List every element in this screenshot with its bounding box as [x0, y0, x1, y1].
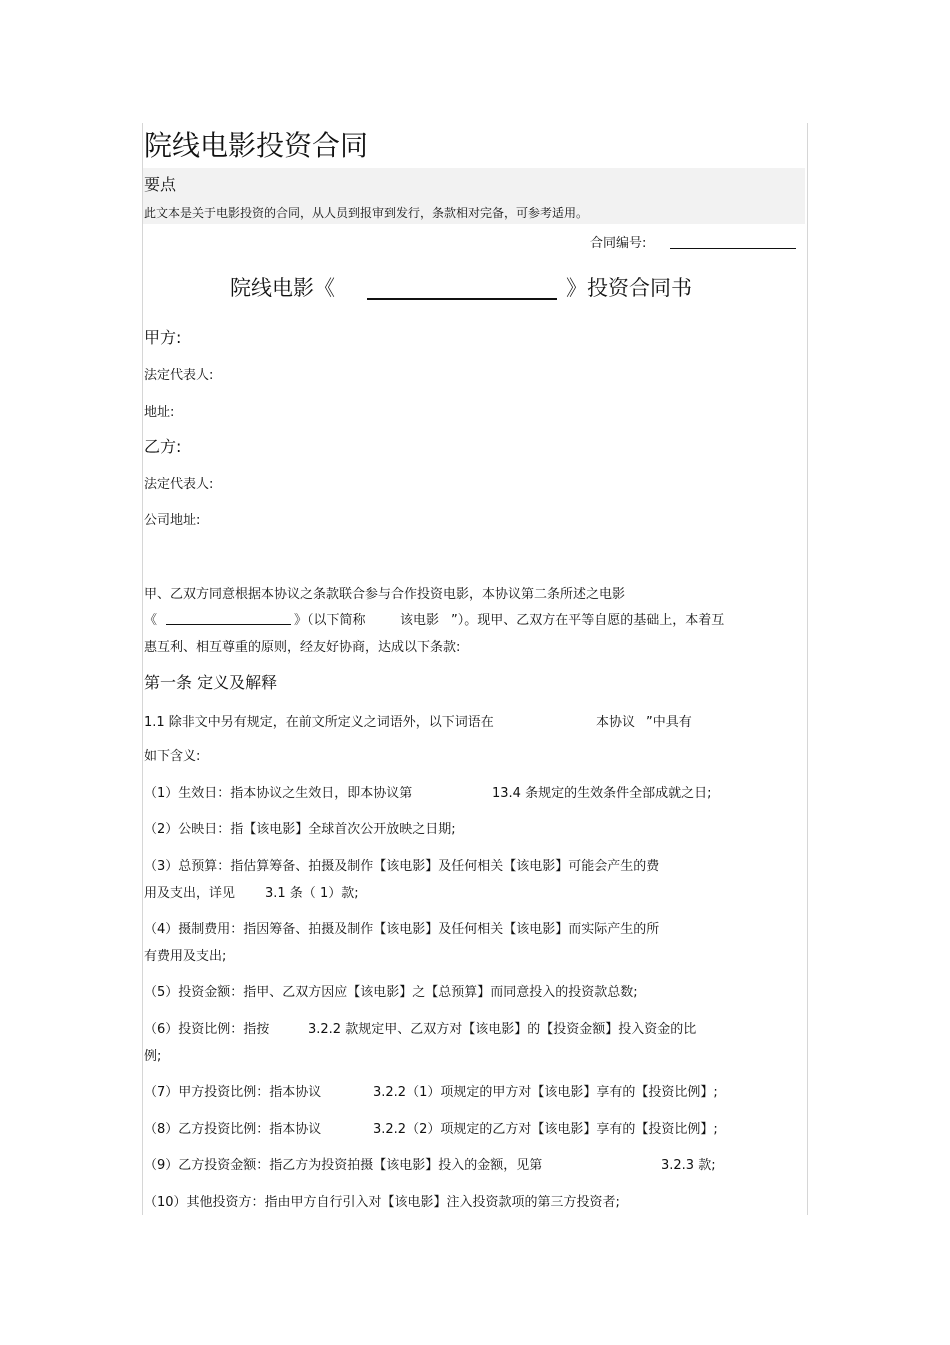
definition-item-8: （8）乙方投资比例：指本协议: [144, 1122, 322, 1137]
party-a-label: 甲方:: [144, 328, 182, 347]
contract-heading-left: 院线电影《: [230, 276, 335, 300]
intro-line-3: 惠互利、相互尊重的原则，经友好协商，达成以下条款:: [144, 640, 461, 655]
definition-item-6: （6）投资比例：指按: [144, 1022, 270, 1037]
contract-heading-right: 》投资合同书: [566, 276, 692, 300]
definition-item-8-cont: 3.2.2（2）项规定的乙方对【该电影】享有的【投资比例】;: [373, 1122, 718, 1137]
definition-item-7-cont: 3.2.2（1）项规定的甲方对【该电影】享有的【投资比例】;: [373, 1085, 718, 1100]
document-title: 院线电影投资合同: [144, 129, 369, 162]
film-title-blank: [367, 298, 557, 300]
definition-item-4: （4）摄制费用：指因筹备、拍摄及制作【该电影】及任何相关【该电影】而实际产生的所: [144, 922, 660, 937]
definition-item-9: （9）乙方投资金额：指乙方为投资拍摄【该电影】投入的金额，见第: [144, 1158, 543, 1173]
definition-intro-b: 本协议: [596, 715, 636, 730]
definition-item-7: （7）甲方投资比例：指本协议: [144, 1085, 322, 1100]
definition-item-1-cont: 13.4 条规定的生效条件全部成就之日;: [492, 786, 712, 801]
definition-intro-2: 如下含义:: [144, 749, 201, 764]
definition-item-1: （1）生效日：指本协议之生效日，即本协议第: [144, 786, 413, 801]
intro-line-1: 甲、乙双方同意根据本协议之条款联合参与合作投资电影，本协议第二条所述之电影: [144, 587, 626, 602]
definition-item-3-line-2: 用及支出，详见: [144, 886, 236, 901]
definition-item-6-cont: 3.2.2 款规定甲、乙双方对【该电影】的【投资金额】投入资金的比: [308, 1022, 697, 1037]
contract-number-blank: [670, 248, 796, 249]
definition-item-10: （10）其他投资方：指由甲方自行引入对【该电影】注入投资款项的第三方投资者;: [144, 1195, 620, 1210]
intro-line-2-end: ”）。现甲、乙双方在平等自愿的基础上，本着互: [451, 613, 725, 628]
party-b-address: 公司地址:: [144, 513, 201, 528]
definition-intro-c: ”中具有: [646, 715, 692, 730]
party-b-label: 乙方:: [144, 437, 182, 456]
definition-item-4-line-2: 有费用及支出;: [144, 949, 227, 964]
definition-item-5: （5）投资金额：指甲、乙双方因应【该电影】之【总预算】而同意投入的投资款总数;: [144, 985, 638, 1000]
film-name-blank: [166, 624, 291, 625]
definition-intro-a: 1.1 除非文中另有规定，在前文所定义之词语外，以下词语在: [144, 715, 494, 730]
summary-heading: 要点: [144, 175, 177, 194]
intro-abbrev: 》（以下简称: [294, 613, 366, 628]
party-b-representative: 法定代表人:: [144, 477, 214, 492]
definition-item-6-line-2: 例;: [144, 1049, 162, 1064]
contract-number-label: 合同编号:: [590, 236, 647, 251]
intro-film-term: 该电影: [400, 613, 440, 628]
definition-item-3: （3）总预算：指估算筹备、拍摄及制作【该电影】及任何相关【该电影】可能会产生的费: [144, 859, 660, 874]
party-a-address: 地址:: [144, 405, 175, 420]
article-1-heading: 第一条 定义及解释: [144, 673, 278, 692]
summary-text: 此文本是关于电影投资的合同，从人员到报审到发行，条款相对完备，可参考适用。: [144, 206, 589, 220]
party-a-representative: 法定代表人:: [144, 368, 214, 383]
definition-item-2: （2）公映日：指【该电影】全球首次公开放映之日期;: [144, 822, 456, 837]
intro-bracket-open: 《: [144, 613, 158, 628]
definition-item-3-ref: 3.1 条（ 1）款;: [265, 886, 359, 901]
definition-item-9-cont: 3.2.3 款;: [661, 1158, 716, 1173]
